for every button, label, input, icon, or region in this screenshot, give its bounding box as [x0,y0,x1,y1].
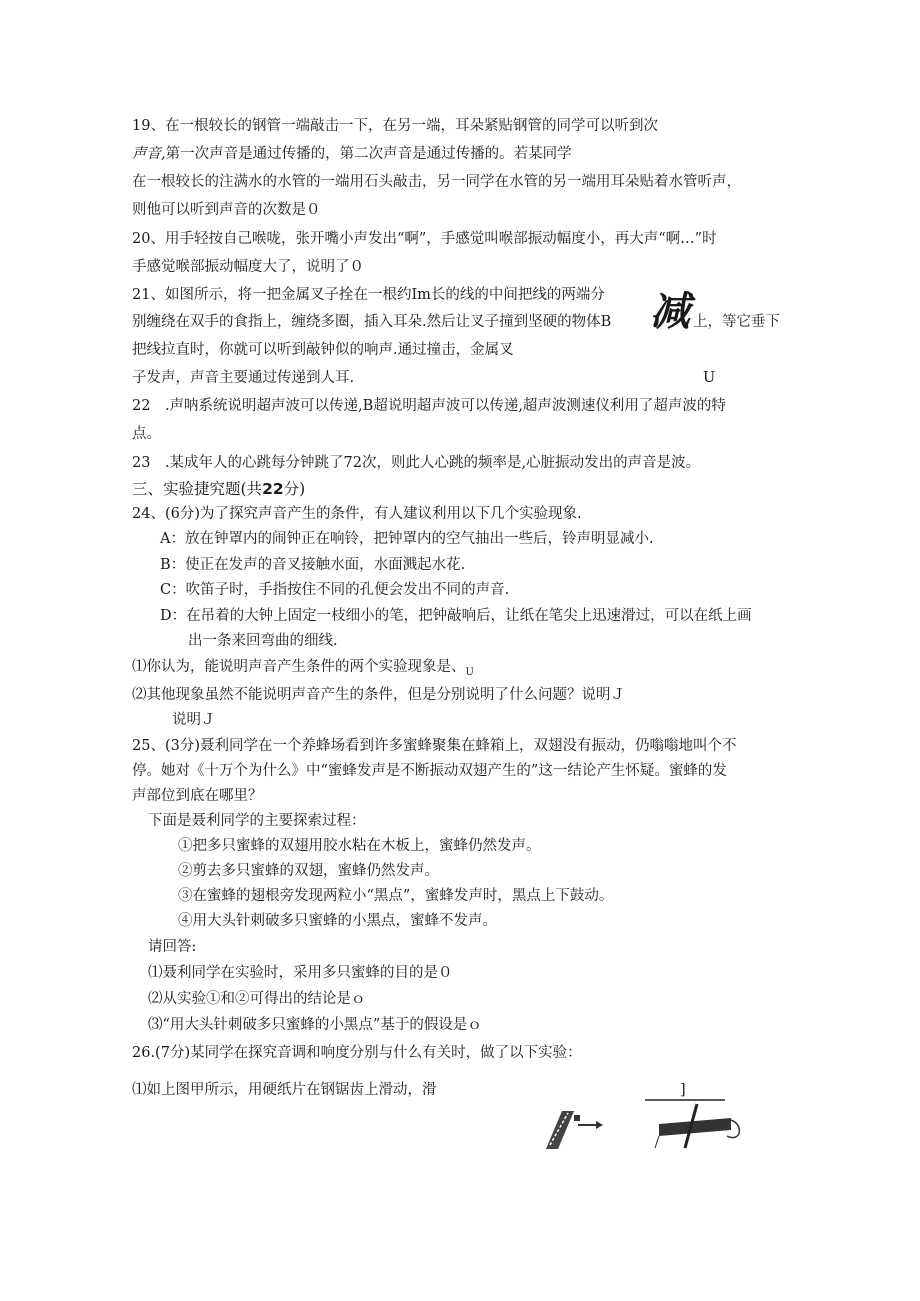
q24-option-d2: 出一条来回弯曲的细线. [188,633,338,649]
section3-title-a: 三、实验捷究题(共 [132,480,263,498]
arrow-icon [596,1121,603,1129]
q26-line1: 26.(7分)某同学在探究音调和响度分别与什么有关时，做了以下实验： [132,1045,582,1061]
section3-title-b: 22 [262,480,284,498]
q24-part2: ⑵其他现象虽然不能说明声音产生的条件，但是分别说明了什么问题？说明Ｊ [132,687,625,703]
q25-line4: 下面是聂利同学的主要探索过程： [148,813,366,829]
q24-part1 [132,657,474,679]
q26-line2: ⑴如上图甲所示，用硬纸片在钢锯齿上滑动，滑 [132,1082,437,1098]
q24-option-a: A：放在钟罩内的闹钟正在响铃，把钟罩内的空气抽出一些后，铃声明显减小. [160,531,654,547]
q25-step4: ④用大头针刺破多只蜜蜂的小黑点，蜜蜂不发声。 [178,913,497,929]
saw-figure [540,1105,610,1151]
q25-line2: 停。她对《十万个为什么》中“蜜蜂发声是不断振动双翅产生的”这一结论产生怀疑。蜜蜂的发 [132,763,727,779]
q21-line2b: 上，等它垂下 [693,314,780,330]
q25-ask: 请回答: [148,939,197,955]
q21-line4: 子发声，声音主要通过传递到人耳. [132,370,355,386]
q19-line2-italic: 声音, [132,146,166,162]
section3-title-c: 分) [283,480,306,498]
q26-bracket: ] [680,1082,686,1098]
q21-line1: 21、如图所示，将一把金属叉子拴在一根约Im长的线的中间把线的两端分 [132,287,605,303]
q22-line2: 点。 [132,426,161,442]
q19-line4: 则他可以听到声音的次数是０ [132,202,321,218]
q19-line3: 在一根较长的注满水的水管的一端用石头敲击，另一同学在水管的另一端用耳朵贴着水管听声， [132,174,741,190]
q25-answer2: ⑵从实验①和②可得出的结论是ｏ [148,991,366,1007]
q24-option-d1: D：在吊着的大钟上固定一枝细小的笔，把钟敲响后，让纸在笔尖上迅速滑过，可以在纸上画 [160,608,752,624]
q19-line2-rest: 第一次声音是通过传播的，第二次声音是通过传播的。若某同学 [165,146,572,162]
ruler-body [659,1118,731,1136]
q23-line1: 23 .某成年人的心跳每分钟跳了72次，则此人心跳的频率是,心脏振动发出的声音是波。 [132,455,701,471]
q24-intro: 24、(6分)为了探究声音产生的条件，有人建议利用以下几个实验现象. [132,506,582,522]
q21-line2a: 别缠绕在双手的食指上，缠绕多圈，插入耳朵.然后让叉子撞到坚硬的物体B [132,314,612,330]
q25-step2: ②剪去多只蜜蜂的双翅，蜜蜂仍然发声。 [178,863,439,879]
q25-line1: 25、(3分)聂利同学在一个养蜂场看到许多蜜蜂聚集在蜂箱上，双翅没有振动，仍嗡嗡地叫个不 [132,738,737,754]
q24-option-c: C：吹笛子时，手指按住不同的孔便会发出不同的声音. [160,582,510,598]
q21-line3: 把线拉直时，你就可以听到敲钟似的响声.通过撞击，金属叉 [132,342,514,358]
q25-answer3: ⑶“用大头针刺破多只蜜蜂的小黑点”基于的假设是ｏ [148,1017,482,1033]
table-leg [655,1136,659,1148]
q19-line2 [132,144,572,164]
q19-line1: 19、在一根较长的钢管一端敲击一下，在另一端，耳朵紧贴钢管的同学可以听到次 [132,118,658,134]
card-icon [574,1115,580,1121]
q21-mark: U [703,370,716,386]
q24-part1-text: ⑴你认为，能说明声音产生条件的两个实验现象是、 [132,659,466,675]
q24-part1-mark: U [465,667,474,678]
ruler-figure [645,1098,745,1150]
q25-step3: ③在蜜蜂的翅根旁发现两粒小“黑点”，蜜蜂发声时，黑点上下鼓动。 [178,888,614,904]
q24-part2b: 说明Ｊ [172,712,216,728]
q24-option-b: B：使正在发声的音叉接触水面，水面溅起水花. [160,557,466,573]
q25-step1: ①把多只蜜蜂的双翅用胶水粘在木板上，蜜蜂仍然发声。 [178,838,541,854]
q25-line3: 声部位到底在哪里？ [132,788,263,804]
q20-line1: 20、用手轻按自己喉咙，张开嘴小声发出“啊”，手感觉叫喉部振动幅度小，再大声“啊…”时 [132,231,717,247]
q25-answer1: ⑴聂利同学在实验时，采用多只蜜蜂的目的是０ [148,965,453,981]
q20-line2: 手感觉喉部振动幅度大了，说明了０ [132,259,364,275]
section3-title [132,479,305,499]
q22-line1: 22 .声呐系统说明超声波可以传递,B超说明超声波可以传递,超声波测速仪利用了超声波的特 [132,398,726,414]
q21-big-glyph: 减 [650,288,690,335]
